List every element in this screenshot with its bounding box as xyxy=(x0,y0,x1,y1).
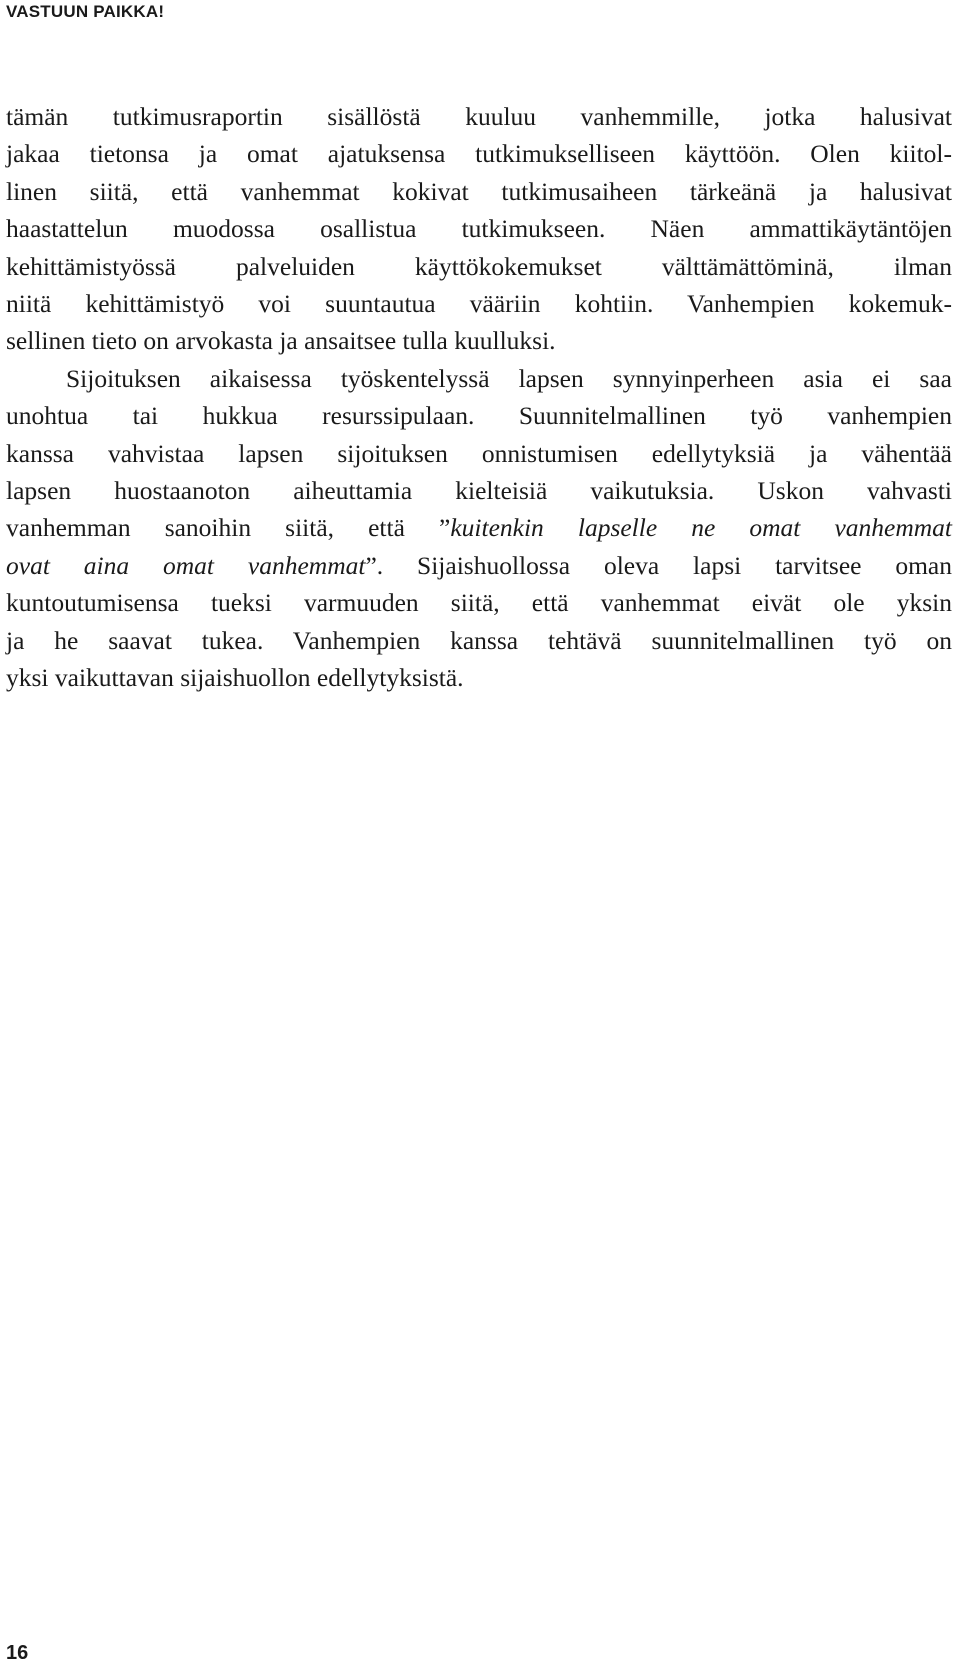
text-line: jakaa tietonsa ja omat ajatuksensa tutkimukselliseen käyttöön. Olen kiitol- xyxy=(6,139,952,169)
text-line: yksi vaikuttavan sijaishuollon edellytyksistä. xyxy=(6,663,464,693)
text-line: sellinen tieto on arvokasta ja ansaitsee tulla kuulluksi. xyxy=(6,326,556,356)
text-line: niitä kehittämistyö voi suuntautua vääriin kohtiin. Vanhempien kokemuk- xyxy=(6,289,952,319)
text-line: lapsen huostaanoton aiheuttamia kielteisiä vaikutuksia. Uskon vahvasti xyxy=(6,476,952,506)
page-number: 16 xyxy=(6,1642,29,1664)
quote-close-mark: ”. xyxy=(365,550,384,580)
quote-line-prefix: vanhemman sanoihin siitä, että xyxy=(6,513,439,543)
body-text xyxy=(6,98,952,697)
quote-open-mark: ” xyxy=(439,513,451,543)
quote-text-part2: ovat aina omat vanhemmat xyxy=(6,550,366,580)
text-line: kehittämistyössä palveluiden käyttökokemukset välttämättöminä, ilman xyxy=(6,251,952,281)
text-line: Sijoituksen aikaisessa työskentelyssä lapsen synnyinperheen asia ei saa xyxy=(66,363,952,393)
quote-line xyxy=(6,547,952,584)
quote-text-part1: kuitenkin lapselle ne omat vanhemmat xyxy=(450,513,952,543)
quote-line xyxy=(6,509,952,546)
text-line: kuntoutumisensa tueksi varmuuden siitä, että vanhemmat eivät ole yksin xyxy=(6,588,952,618)
text-line: ja he saavat tukea. Vanhempien kanssa tehtävä suunnitelmallinen työ on xyxy=(6,625,952,655)
text-line: haastattelun muodossa osallistua tutkimukseen. Näen ammattikäytäntöjen xyxy=(6,214,952,244)
text-line: unohtua tai hukkua resurssipulaan. Suunnitelmallinen työ vanhempien xyxy=(6,401,952,431)
text-line: linen siitä, että vanhemmat kokivat tutkimusaiheen tärkeänä ja halusivat xyxy=(6,176,952,206)
quote-line-suffix: Sijaishuollossa oleva lapsi tarvitsee oman xyxy=(383,550,953,580)
running-header: VASTUUN PAIKKA! xyxy=(6,2,165,21)
text-line: kanssa vahvistaa lapsen sijoituksen onnistumisen edellytyksiä ja vähentää xyxy=(6,438,952,468)
text-line: tämän tutkimusraportin sisällöstä kuuluu vanhemmille, jotka halusivat xyxy=(6,102,952,131)
